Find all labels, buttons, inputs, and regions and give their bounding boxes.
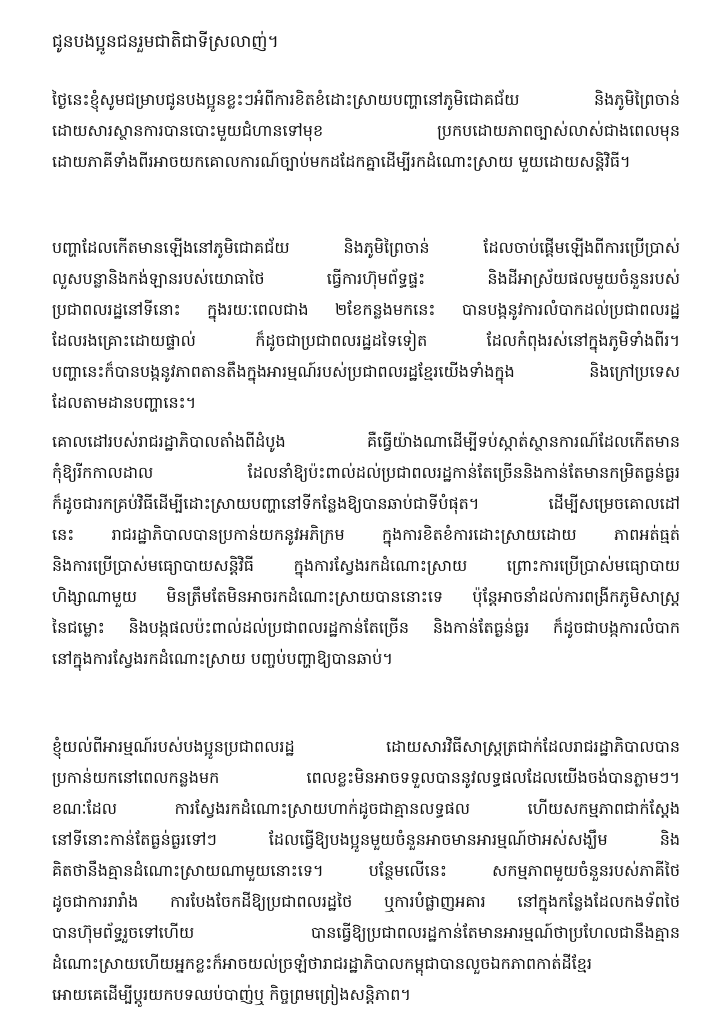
paragraph-line: នៃជម្លោះ និងបង្កផលប៉ះពាល់ដល់ប្រជាពលរដ្ឋកាន់តែច្រើន និងកាន់តែធ្ងន់ធ្ងរ ក៏ដូចជាបង្កការលំបាក <box>52 618 680 637</box>
letter-greeting: ជូនបងប្អូនជនរួមជាតិជាទីស្រលាញ់។ <box>52 32 279 52</box>
paragraph-line: ដំណោះស្រាយហើយអ្នកខ្លះក៏អាចយល់ច្រឡំថារាជរដ្ឋាភិបាលកម្ពុជាបានលួចឯកភាពកាត់ដីខ្មែរ <box>52 954 592 973</box>
paragraph-line: កុំឱ្យរីកកាលដាល ដែលនាំឱ្យប៉ះពាល់ដល់ប្រជាពលរដ្ឋកាន់តែច្រើននិងកាន់តែមានកម្រិតធ្ងន់ធ្ងរ <box>52 463 680 482</box>
paragraph-line: ដែលរងគ្រោះដោយផ្ទាល់ ក៏ដូចជាប្រជាពលរដ្ឋដទៃទៀត ដែលកំពុងរស់នៅក្នុងភូមិទាំងពីរ។ <box>52 331 680 350</box>
paragraph-4 <box>52 731 680 1010</box>
paragraph-line: អោយគេដើម្បីប្តូរយកបទឈប់បាញ់ឬ កិច្ចព្រមព្រៀងសន្តិភាព។ <box>52 985 411 1004</box>
paragraph-line: ដោយសារស្ថានការបានបោះមួយជំហានទៅមុខ ប្រកបដោយភាពច្បាស់លាស់ជាងពេលមុន <box>52 121 680 140</box>
paragraph-line: បញ្ហានេះក៏បានបង្កនូវភាពតានតឹងក្នុងអារម្មណ៍របស់ប្រជាពលរដ្ឋខ្មែរយើងទាំងក្នុង និងក្រៅប្រទេស <box>52 362 680 381</box>
paragraph-line: ខណៈដែល ការស្វែងរកដំណោះស្រាយហាក់ដូចជាគ្មានលទ្ធផល ហើយសកម្មភាពជាក់ស្តែង <box>52 799 680 818</box>
paragraph-line: ដែលតាមដានបញ្ហានេះ។ <box>52 393 197 412</box>
paragraph-line: ហិង្សាណាមួយ មិនត្រឹមតែមិនអាចរកដំណោះស្រាយបាននោះទេ ប៉ុន្តែអាចនាំដល់ការពង្រីកភូមិសាស្ត្រ <box>52 587 680 606</box>
paragraph-line: ដោយភាគីទាំងពីរអាចយកគោលការណ៍ច្បាប់មកដដែកគ្នាដើម្បីរកដំណោះស្រាយ មួយដោយសន្តិវិធី។ <box>52 152 631 171</box>
paragraph-line: លួសបន្លានិងកង់ឡានរបស់យោធាថៃ ធ្វើការហ៊ុមព័ទ្ធផ្ទះ និងដីអាស្រ័យផលមួយចំនួនរបស់ <box>52 269 680 288</box>
paragraph-line: នៅទីនោះកាន់តែធ្ងន់ធ្ងរទៅៗ ដែលធ្វើឱ្យបងប្អូនមួយចំនួនអាចមានអារម្មណ៍ថាអស់សង្ឃឹម និង <box>52 830 680 849</box>
paragraph-line: ប្រកាន់យកនៅពេលកន្លងមក ពេលខ្លះមិនអាចទទួលបាននូវលទ្ធផលដែលយើងចង់បានភ្លាមៗ។ <box>52 768 680 787</box>
paragraph-line: គិតថានឹងគ្មានដំណោះស្រាយណាមួយនោះទេ។ បន្ថែមលើនេះ សកម្មភាពមួយចំនួនរបស់ភាគីថៃ <box>52 861 680 880</box>
paragraph-line: ក៏ដូចជារកគ្រប់វិធីដើម្បីដោះស្រាយបញ្ហានៅទីកន្លែងឱ្យបានឆាប់ជាទីបំផុត។ ដើម្បីសម្រេចគោលដៅ <box>52 494 680 513</box>
paragraph-line: នៅក្នុងការស្វែងរកដំណោះស្រាយ បញ្ចប់បញ្ហាឱ្យបានឆាប់។ <box>52 649 393 668</box>
paragraph-1 <box>52 84 680 177</box>
paragraph-line: នេះ រាជរដ្ឋាភិបាលបានប្រកាន់យកនូវអភិក្រម ក្នុងការខិតខំការដោះស្រាយដោយ ភាពអត់ធ្មត់ <box>52 525 680 544</box>
paragraph-line: បញ្ហាដែលកើតមានឡើងនៅភូមិជោគជ័យ និងភូមិព្រៃចាន់ ដែលចាប់ផ្តើមឡើងពីការប្រើប្រាស់ <box>52 238 680 257</box>
paragraph-line: គោលដៅរបស់រាជរដ្ឋាភិបាលតាំងពីដំបូង គឺធ្វើយ៉ាងណាដើម្បីទប់ស្កាត់ស្ថានការណ៍ដែលកើតមាន <box>52 432 680 451</box>
paragraph-3 <box>52 426 680 674</box>
paragraph-line: ខ្ញុំយល់ពីអារម្មណ៍របស់បងប្អូនប្រជាពលរដ្ឋ ដោយសារវិធីសាស្ត្រត្រជាក់ដែលរាជរដ្ឋាភិបាលបាន <box>52 737 680 756</box>
paragraph-line: បានហ៊ុមព័ទ្ធរួចទៅហើយ បានធ្វើឱ្យប្រជាពលរដ្ឋកាន់តែមានអារម្មណ៍ថាប្រហែលជានឹងគ្មាន <box>52 923 680 942</box>
paragraph-line: ថ្ងៃនេះខ្ញុំសូមជម្រាបជូនបងប្អូនខ្លះៗអំពីការខិតខំដោះស្រាយបញ្ហានៅភូមិជោគជ័យ និងភូមិព្រៃចាន់ <box>52 90 680 109</box>
paragraph-line: ដូចជាការរារាំង ការបែងចែកដីឱ្យប្រជាពលរដ្ឋថៃ ឬការបំផ្លាញអគារ នៅក្នុងកន្លែងដែលកងទ័ពថៃ <box>52 892 680 911</box>
paragraph-line: និងការប្រើប្រាស់មធ្យោបាយសន្តិវិធី ក្នុងការស្វែងរកដំណោះស្រាយ ព្រោះការប្រើប្រាស់មធ្យោបាយ <box>52 556 680 575</box>
paragraph-line: ប្រជាពលរដ្ឋនៅទីនោះ ក្នុងរយៈពេលជាង ២ខែកន្លងមកនេះ បានបង្កនូវការលំបាកដល់ប្រជាពលរដ្ឋ <box>52 300 680 319</box>
paragraph-2 <box>52 232 680 418</box>
